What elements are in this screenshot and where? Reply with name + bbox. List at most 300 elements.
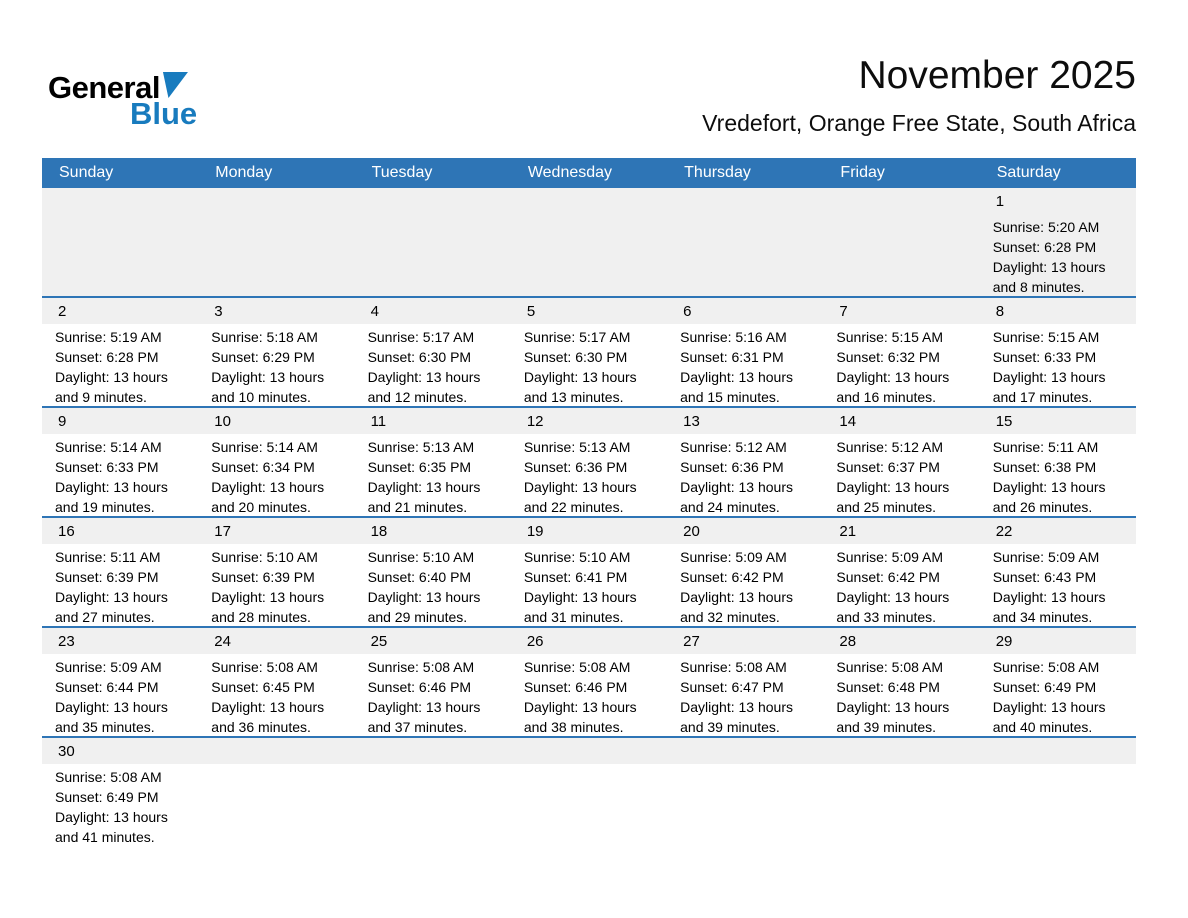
- day-number: 23: [58, 632, 75, 650]
- day-number: 22: [995, 522, 1013, 540]
- week-row: [42, 188, 1136, 296]
- daylight-minutes-text: and 38 minutes.: [523, 719, 624, 735]
- day-details: [511, 214, 667, 217]
- daylight-minutes-text: and 12 minutes.: [367, 389, 468, 405]
- day-number-band: [198, 408, 354, 434]
- day-details: [198, 654, 354, 736]
- daylight-minutes-text: and 8 minutes.: [992, 279, 1085, 295]
- day-number: 14: [839, 412, 857, 430]
- sunset-text: Sunset: 6:41 PM: [523, 569, 628, 585]
- sunset-text: Sunset: 6:35 PM: [367, 459, 472, 475]
- sunrise-text: Sunrise: 5:09 AM: [55, 659, 162, 675]
- day-details: [667, 544, 823, 626]
- daylight-minutes-text: and 41 minutes.: [55, 829, 155, 845]
- sunrise-text: Sunrise: 5:08 AM: [523, 659, 631, 675]
- day-number: 12: [526, 412, 544, 430]
- general-blue-logo: [48, 72, 197, 129]
- day-cell-20: [667, 518, 823, 626]
- day-details: [198, 324, 354, 406]
- day-number: 25: [370, 632, 388, 650]
- daylight-hours-text: Daylight: 13 hours: [367, 369, 481, 385]
- day-number-band: [980, 298, 1136, 324]
- day-number: 7: [839, 302, 848, 320]
- day-cell-empty: [511, 738, 667, 846]
- sunset-text: Sunset: 6:29 PM: [211, 349, 315, 365]
- logo-flag-icon: [163, 72, 188, 98]
- day-number: 8: [995, 302, 1005, 320]
- daylight-hours-text: Daylight: 13 hours: [992, 699, 1106, 715]
- day-details: [667, 324, 823, 406]
- week-row: [42, 406, 1136, 516]
- sunset-text: Sunset: 6:43 PM: [992, 569, 1097, 585]
- day-number-band: [823, 738, 979, 764]
- sunset-text: Sunset: 6:37 PM: [836, 459, 940, 475]
- daylight-hours-text: Daylight: 13 hours: [523, 699, 637, 715]
- daylight-minutes-text: and 29 minutes.: [367, 609, 468, 625]
- day-number: 21: [839, 522, 857, 540]
- daylight-minutes-text: and 36 minutes.: [211, 719, 311, 735]
- day-details: [42, 544, 198, 626]
- day-number-band: [355, 518, 511, 544]
- sunset-text: Sunset: 6:31 PM: [680, 349, 784, 365]
- sunrise-text: Sunrise: 5:08 AM: [992, 659, 1100, 675]
- day-number-band: [355, 738, 511, 764]
- day-cell-empty: [823, 188, 979, 296]
- weekday-sunday: Sunday: [59, 164, 114, 181]
- day-number-band: [42, 628, 198, 654]
- day-number: 9: [58, 412, 67, 430]
- day-number-band: [511, 518, 667, 544]
- daylight-hours-text: Daylight: 13 hours: [680, 699, 793, 715]
- weekday-saturday: Saturday: [996, 164, 1061, 181]
- day-number-band: [42, 518, 198, 544]
- day-cell-24: [198, 628, 354, 736]
- daylight-hours-text: Daylight: 13 hours: [992, 369, 1106, 385]
- day-details: [355, 764, 511, 767]
- week-row: [42, 736, 1136, 846]
- day-details: [42, 654, 198, 736]
- daylight-minutes-text: and 24 minutes.: [680, 499, 780, 515]
- sunset-text: Sunset: 6:39 PM: [55, 569, 159, 585]
- day-cell-9: [42, 408, 198, 516]
- sunset-text: Sunset: 6:38 PM: [992, 459, 1097, 475]
- weekday-thursday: Thursday: [684, 164, 751, 181]
- day-cell-11: [355, 408, 511, 516]
- day-number-band: [667, 298, 823, 324]
- day-number-band: [980, 738, 1136, 764]
- daylight-minutes-text: and 34 minutes.: [992, 609, 1093, 625]
- sunset-text: Sunset: 6:46 PM: [367, 679, 472, 695]
- day-cell-6: [667, 298, 823, 406]
- weekday-tuesday: Tuesday: [371, 164, 433, 181]
- day-details: [198, 214, 354, 217]
- day-number-band: [980, 408, 1136, 434]
- daylight-minutes-text: and 39 minutes.: [836, 719, 937, 735]
- day-details: [198, 764, 354, 767]
- day-cell-15: [980, 408, 1136, 516]
- day-number-band: [198, 188, 354, 214]
- daylight-minutes-text: and 40 minutes.: [992, 719, 1093, 735]
- page-header: [0, 0, 1188, 158]
- daylight-hours-text: Daylight: 13 hours: [680, 369, 793, 385]
- sunrise-text: Sunrise: 5:09 AM: [992, 549, 1100, 565]
- sunrise-text: Sunrise: 5:10 AM: [523, 549, 631, 565]
- day-cell-13: [667, 408, 823, 516]
- daylight-hours-text: Daylight: 13 hours: [836, 589, 950, 605]
- day-details: [42, 324, 198, 406]
- day-number-band: [823, 628, 979, 654]
- weekday-wednesday: Wednesday: [527, 164, 613, 181]
- day-details: [355, 434, 511, 516]
- day-cell-25: [355, 628, 511, 736]
- sunset-text: Sunset: 6:48 PM: [836, 679, 940, 695]
- sunset-text: Sunset: 6:28 PM: [55, 349, 159, 365]
- day-number: 15: [995, 412, 1013, 430]
- day-number-band: [198, 738, 354, 764]
- sunrise-text: Sunrise: 5:09 AM: [680, 549, 787, 565]
- daylight-minutes-text: and 22 minutes.: [523, 499, 624, 515]
- day-cell-17: [198, 518, 354, 626]
- day-details: [198, 544, 354, 626]
- sunrise-text: Sunrise: 5:08 AM: [836, 659, 944, 675]
- daylight-hours-text: Daylight: 13 hours: [211, 699, 325, 715]
- sunrise-text: Sunrise: 5:08 AM: [680, 659, 787, 675]
- day-number: 4: [370, 302, 379, 320]
- sunrise-text: Sunrise: 5:12 AM: [680, 439, 787, 455]
- sunset-text: Sunset: 6:44 PM: [55, 679, 159, 695]
- sunset-text: Sunset: 6:49 PM: [55, 789, 159, 805]
- sunrise-text: Sunrise: 5:19 AM: [55, 329, 162, 345]
- daylight-hours-text: Daylight: 13 hours: [992, 589, 1106, 605]
- daylight-minutes-text: and 9 minutes.: [55, 389, 147, 405]
- day-number: 3: [214, 302, 223, 320]
- day-number-band: [980, 628, 1136, 654]
- day-details: [511, 764, 667, 767]
- week-row: [42, 516, 1136, 626]
- day-number-band: [980, 188, 1136, 214]
- daylight-minutes-text: and 35 minutes.: [55, 719, 155, 735]
- day-number-band: [42, 188, 198, 214]
- day-details: [980, 434, 1136, 516]
- day-cell-27: [667, 628, 823, 736]
- day-cell-28: [823, 628, 979, 736]
- daylight-hours-text: Daylight: 13 hours: [367, 699, 481, 715]
- day-number: 27: [683, 632, 700, 650]
- day-cell-19: [511, 518, 667, 626]
- day-number-band: [511, 738, 667, 764]
- month-title: November 2025: [858, 54, 1136, 97]
- weekday-monday: Monday: [215, 164, 273, 181]
- day-number-band: [355, 188, 511, 214]
- day-cell-23: [42, 628, 198, 736]
- day-details: [980, 764, 1136, 767]
- day-number: 20: [683, 522, 700, 540]
- day-number-band: [198, 298, 354, 324]
- day-cell-empty: [823, 738, 979, 846]
- daylight-minutes-text: and 27 minutes.: [55, 609, 155, 625]
- day-number-band: [980, 518, 1136, 544]
- day-details: [823, 764, 979, 767]
- day-number: 2: [58, 302, 67, 320]
- daylight-hours-text: Daylight: 13 hours: [211, 479, 325, 495]
- daylight-hours-text: Daylight: 13 hours: [55, 589, 168, 605]
- day-number: 19: [526, 522, 544, 540]
- daylight-minutes-text: and 13 minutes.: [523, 389, 624, 405]
- day-number-band: [42, 738, 198, 764]
- sunrise-text: Sunrise: 5:15 AM: [836, 329, 944, 345]
- sunrise-text: Sunrise: 5:13 AM: [367, 439, 475, 455]
- sunrise-text: Sunrise: 5:17 AM: [367, 329, 475, 345]
- day-cell-empty: [198, 738, 354, 846]
- daylight-hours-text: Daylight: 13 hours: [836, 479, 950, 495]
- daylight-hours-text: Daylight: 13 hours: [211, 589, 325, 605]
- day-details: [980, 544, 1136, 626]
- day-cell-5: [511, 298, 667, 406]
- day-cell-empty: [198, 188, 354, 296]
- location-subtitle: Vredefort, Orange Free State, South Africa: [702, 109, 1136, 136]
- daylight-hours-text: Daylight: 13 hours: [523, 589, 637, 605]
- day-number: 10: [214, 412, 231, 430]
- day-details: [667, 764, 823, 767]
- day-number-band: [42, 408, 198, 434]
- day-number-band: [667, 408, 823, 434]
- day-details: [42, 434, 198, 516]
- daylight-hours-text: Daylight: 13 hours: [680, 589, 793, 605]
- daylight-minutes-text: and 19 minutes.: [55, 499, 155, 515]
- daylight-hours-text: Daylight: 13 hours: [367, 589, 481, 605]
- daylight-hours-text: Daylight: 13 hours: [55, 479, 168, 495]
- day-details: [980, 324, 1136, 406]
- daylight-hours-text: Daylight: 13 hours: [992, 259, 1106, 275]
- day-cell-16: [42, 518, 198, 626]
- day-number: 16: [58, 522, 75, 540]
- day-number: 18: [370, 522, 388, 540]
- day-details: [980, 654, 1136, 736]
- day-cell-18: [355, 518, 511, 626]
- day-details: [355, 654, 511, 736]
- sunset-text: Sunset: 6:30 PM: [523, 349, 628, 365]
- day-cell-2: [42, 298, 198, 406]
- day-details: [980, 214, 1136, 296]
- weekday-friday: Friday: [840, 164, 885, 181]
- day-details: [667, 434, 823, 516]
- day-number-band: [667, 518, 823, 544]
- day-details: [511, 654, 667, 736]
- day-number: 5: [526, 302, 536, 320]
- day-number: 24: [214, 632, 231, 650]
- sunset-text: Sunset: 6:40 PM: [367, 569, 472, 585]
- sunset-text: Sunset: 6:47 PM: [680, 679, 784, 695]
- day-cell-22: [980, 518, 1136, 626]
- day-cell-empty: [980, 738, 1136, 846]
- week-row: [42, 626, 1136, 736]
- sunset-text: Sunset: 6:32 PM: [836, 349, 940, 365]
- day-cell-30: [42, 738, 198, 846]
- logo-text-blue: Blue: [130, 96, 198, 131]
- daylight-hours-text: Daylight: 13 hours: [367, 479, 481, 495]
- sunset-text: Sunset: 6:33 PM: [992, 349, 1097, 365]
- sunset-text: Sunset: 6:45 PM: [211, 679, 315, 695]
- sunrise-text: Sunrise: 5:08 AM: [55, 769, 162, 785]
- sunset-text: Sunset: 6:49 PM: [992, 679, 1097, 695]
- calendar: [42, 158, 1136, 846]
- daylight-minutes-text: and 25 minutes.: [836, 499, 937, 515]
- day-cell-empty: [355, 188, 511, 296]
- daylight-minutes-text: and 10 minutes.: [211, 389, 311, 405]
- day-number: 26: [526, 632, 544, 650]
- day-number-band: [42, 298, 198, 324]
- day-number: 29: [995, 632, 1013, 650]
- day-number: 6: [683, 302, 692, 320]
- day-number-band: [511, 188, 667, 214]
- sunrise-text: Sunrise: 5:09 AM: [836, 549, 944, 565]
- day-details: [823, 324, 979, 406]
- title-block: [702, 55, 1136, 137]
- day-number-band: [511, 628, 667, 654]
- day-number: 30: [58, 742, 75, 760]
- day-number-band: [823, 408, 979, 434]
- sunrise-text: Sunrise: 5:15 AM: [992, 329, 1100, 345]
- sunrise-text: Sunrise: 5:14 AM: [211, 439, 318, 455]
- sunrise-text: Sunrise: 5:11 AM: [992, 439, 1099, 455]
- day-cell-7: [823, 298, 979, 406]
- day-details: [511, 434, 667, 516]
- daylight-minutes-text: and 20 minutes.: [211, 499, 311, 515]
- logo-text-general: General: [48, 70, 160, 105]
- day-number-band: [511, 298, 667, 324]
- day-details: [823, 434, 979, 516]
- sunrise-text: Sunrise: 5:12 AM: [836, 439, 944, 455]
- sunset-text: Sunset: 6:34 PM: [211, 459, 315, 475]
- day-details: [511, 544, 667, 626]
- day-number-band: [667, 738, 823, 764]
- sunrise-text: Sunrise: 5:13 AM: [523, 439, 631, 455]
- daylight-minutes-text: and 15 minutes.: [680, 389, 780, 405]
- sunset-text: Sunset: 6:36 PM: [523, 459, 628, 475]
- day-number: 17: [214, 522, 231, 540]
- daylight-hours-text: Daylight: 13 hours: [836, 699, 950, 715]
- sunset-text: Sunset: 6:42 PM: [836, 569, 940, 585]
- sunrise-text: Sunrise: 5:17 AM: [523, 329, 631, 345]
- daylight-hours-text: Daylight: 13 hours: [836, 369, 950, 385]
- daylight-hours-text: Daylight: 13 hours: [55, 699, 168, 715]
- sunset-text: Sunset: 6:39 PM: [211, 569, 315, 585]
- calendar-grid: [42, 188, 1136, 846]
- daylight-minutes-text: and 39 minutes.: [680, 719, 780, 735]
- sunset-text: Sunset: 6:46 PM: [523, 679, 628, 695]
- sunrise-text: Sunrise: 5:20 AM: [992, 219, 1100, 235]
- daylight-hours-text: Daylight: 13 hours: [523, 369, 637, 385]
- daylight-hours-text: Daylight: 13 hours: [55, 809, 168, 825]
- day-number-band: [198, 518, 354, 544]
- day-details: [823, 214, 979, 217]
- day-details: [355, 324, 511, 406]
- day-details: [355, 214, 511, 217]
- day-details: [42, 764, 198, 846]
- sunset-text: Sunset: 6:36 PM: [680, 459, 784, 475]
- daylight-minutes-text: and 28 minutes.: [211, 609, 311, 625]
- day-number-band: [355, 408, 511, 434]
- sunset-text: Sunset: 6:42 PM: [680, 569, 784, 585]
- daylight-minutes-text: and 33 minutes.: [836, 609, 937, 625]
- day-number-band: [355, 628, 511, 654]
- day-number: 11: [370, 412, 387, 430]
- weekday-header-row: [42, 158, 1136, 188]
- day-details: [511, 324, 667, 406]
- day-cell-26: [511, 628, 667, 736]
- day-number-band: [355, 298, 511, 324]
- day-cell-empty: [355, 738, 511, 846]
- day-details: [42, 214, 198, 217]
- daylight-hours-text: Daylight: 13 hours: [523, 479, 637, 495]
- day-cell-empty: [511, 188, 667, 296]
- daylight-minutes-text: and 31 minutes.: [523, 609, 624, 625]
- day-number-band: [667, 188, 823, 214]
- day-cell-1: [980, 188, 1136, 296]
- daylight-hours-text: Daylight: 13 hours: [680, 479, 793, 495]
- sunrise-text: Sunrise: 5:08 AM: [367, 659, 475, 675]
- daylight-minutes-text: and 37 minutes.: [367, 719, 468, 735]
- day-number-band: [511, 408, 667, 434]
- day-number: 28: [839, 632, 857, 650]
- sunset-text: Sunset: 6:33 PM: [55, 459, 159, 475]
- day-cell-14: [823, 408, 979, 516]
- daylight-minutes-text: and 17 minutes.: [992, 389, 1093, 405]
- day-number-band: [667, 628, 823, 654]
- day-details: [823, 654, 979, 736]
- daylight-minutes-text: and 26 minutes.: [992, 499, 1093, 515]
- day-details: [667, 654, 823, 736]
- day-number-band: [823, 188, 979, 214]
- day-cell-12: [511, 408, 667, 516]
- daylight-hours-text: Daylight: 13 hours: [211, 369, 325, 385]
- day-cell-29: [980, 628, 1136, 736]
- sunrise-text: Sunrise: 5:14 AM: [55, 439, 162, 455]
- day-cell-empty: [42, 188, 198, 296]
- day-cell-10: [198, 408, 354, 516]
- daylight-minutes-text: and 16 minutes.: [836, 389, 937, 405]
- day-details: [355, 544, 511, 626]
- sunset-text: Sunset: 6:30 PM: [367, 349, 472, 365]
- day-cell-3: [198, 298, 354, 406]
- day-number-band: [198, 628, 354, 654]
- day-number: 1: [995, 192, 1005, 210]
- daylight-minutes-text: and 32 minutes.: [680, 609, 780, 625]
- daylight-hours-text: Daylight: 13 hours: [992, 479, 1106, 495]
- day-cell-4: [355, 298, 511, 406]
- day-details: [667, 214, 823, 217]
- day-details: [823, 544, 979, 626]
- sunrise-text: Sunrise: 5:10 AM: [211, 549, 318, 565]
- sunrise-text: Sunrise: 5:16 AM: [680, 329, 787, 345]
- day-number: 13: [683, 412, 700, 430]
- day-number-band: [823, 298, 979, 324]
- sunrise-text: Sunrise: 5:10 AM: [367, 549, 475, 565]
- day-number-band: [823, 518, 979, 544]
- daylight-minutes-text: and 21 minutes.: [367, 499, 468, 515]
- day-cell-empty: [667, 738, 823, 846]
- daylight-hours-text: Daylight: 13 hours: [55, 369, 168, 385]
- sunset-text: Sunset: 6:28 PM: [992, 239, 1097, 255]
- week-row: [42, 296, 1136, 406]
- sunrise-text: Sunrise: 5:11 AM: [55, 549, 161, 565]
- day-details: [198, 434, 354, 516]
- day-cell-8: [980, 298, 1136, 406]
- day-cell-21: [823, 518, 979, 626]
- sunrise-text: Sunrise: 5:08 AM: [211, 659, 318, 675]
- sunrise-text: Sunrise: 5:18 AM: [211, 329, 318, 345]
- day-cell-empty: [667, 188, 823, 296]
